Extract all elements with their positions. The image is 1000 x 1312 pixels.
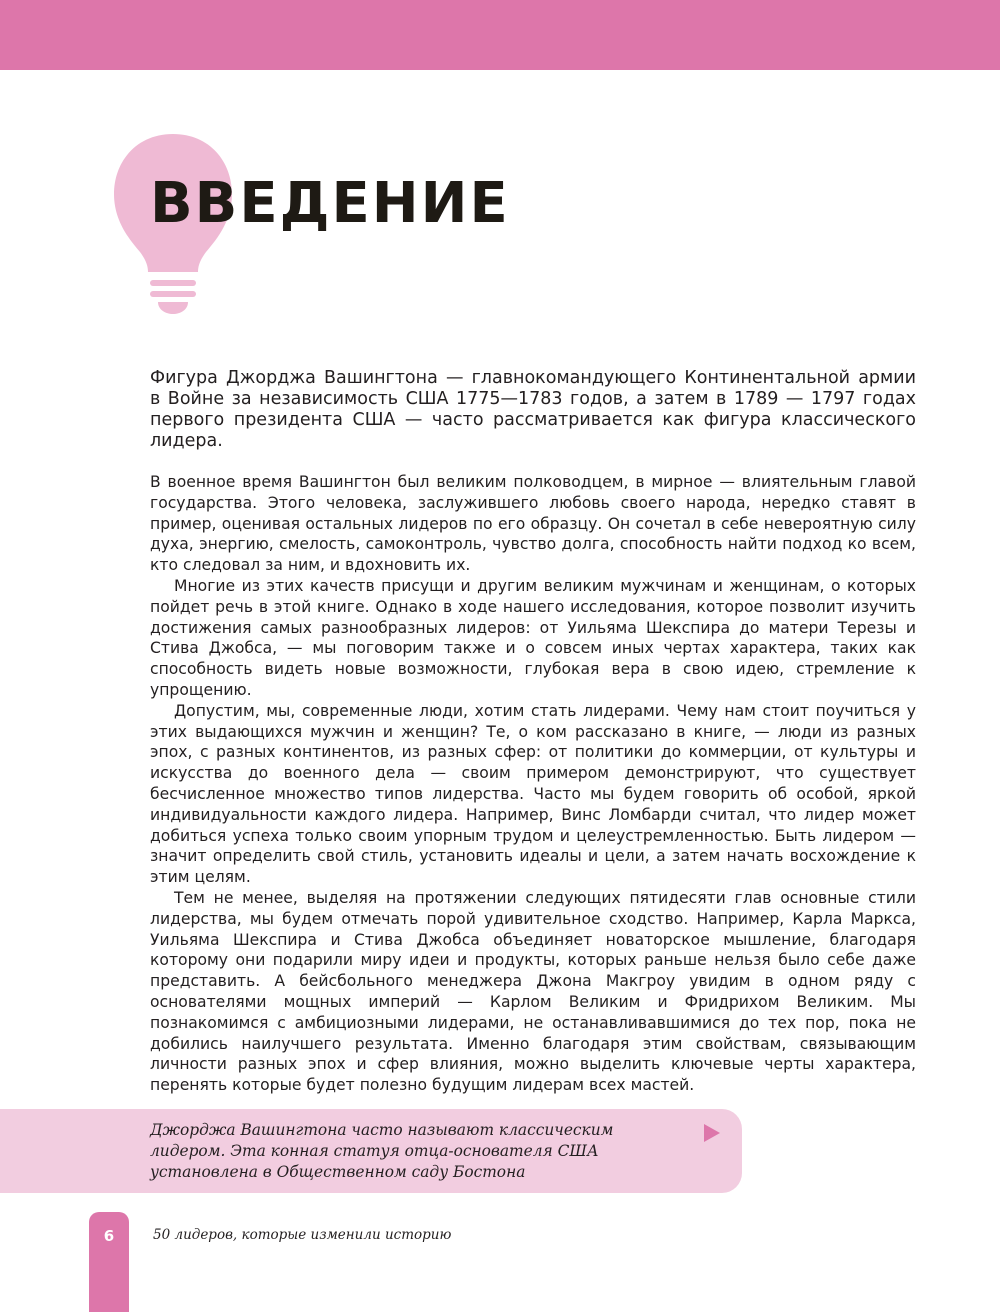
body-paragraph: Многие из этих качеств присущи и другим великим мужчинам и женщинам, о которых пойдет речь в этой книге. Однако в ходе нашего исследования, которое позволит изучить достижения самых разнообразных лидеров: от Уильяма Шекспира до матери Терезы и Стива Джобса, — мы поговорим также и о совсем иных чертах характера, таких как способность видеть новые возможности, глубокая вера в свою идею, стремление к упрощению. bbox=[150, 576, 916, 699]
triangle-right-icon bbox=[704, 1124, 720, 1142]
body-paragraph: Тем не менее, выделяя на протяжении следующих пятидесяти глав основные стили лидерства, мы будем отмечать порой удивительное сходство. Например, Карла Маркса, Уильяма Шекспира и Стива Джобса объединяет новаторское мышление, благодаря которому они подарили миру идеи и продукты, которых раньше нельзя было себе даже представить. А бейсбольного менеджера Джона Макгроу увидим в одном ряду с основателями мощных империй — Карлом Великим и Фридрихом Великим. Мы познакомимся с амбициозными лидерами, не останавливавшимися до тех пор, пока не добились наилучшего результата. Именно благодаря этим свойствам, связывающим личности разных эпох и сфер влияния, можно выделить ключевые черты характера, перенять которые будет полезно будущим лидерам всех мастей. bbox=[150, 888, 916, 1095]
body-text bbox=[150, 472, 916, 1096]
top-color-band bbox=[0, 0, 1000, 70]
lead-paragraph: Фигура Джорджа Вашингтона — главнокомандующего Континентальной армии в Войне за независимость США 1775—1783 годов, а затем в 1789 — 1797 годах первого президента США — часто рассматривается как фигура классического лидера. bbox=[150, 368, 916, 451]
image-caption: Джорджа Вашингтона часто называют классическим лидером. Эта конная статуя отца-основателя США установлена в Общественном саду Бостона bbox=[150, 1121, 614, 1181]
chapter-title: ВВЕДЕНИЕ bbox=[150, 171, 510, 236]
body-paragraph: Допустим, мы, современные люди, хотим стать лидерами. Чему нам стоит поучиться у этих выдающихся мужчин и женщин? Те, о ком рассказано в книге, — люди из разных эпох, с разных континентов, из разных сфер: от политики до коммерции, от культуры и искусства до военного дела — своим примером демонстрируют, что существует бесчисленное множество типов лидерства. Часто мы будем говорить об особой, яркой индивидуальности каждого лидера. Например, Винс Ломбарди считал, что лидер может добиться успеха только своим упорным трудом и целеустремленностью. Быть лидером — значит определить свой стиль, установить идеалы и цели, а затем начать восхождение к этим целям. bbox=[150, 701, 916, 887]
page-number: 6 bbox=[103, 1227, 115, 1245]
running-footer: 50 лидеров, которые изменили историю bbox=[153, 1227, 452, 1243]
body-paragraph: В военное время Вашингтон был великим полководцем, в мирное — влиятельным главой государства. Этого человека, заслужившего любовь своего народа, нередко ставят в пример, оценивая остальных лидеров по его образцу. Он сочетал в себе невероятную силу духа, энергию, смелость, самоконтроль, чувство долга, способность найти подход ко всем, кто следовал за ним, и вдохновить их. bbox=[150, 473, 916, 575]
